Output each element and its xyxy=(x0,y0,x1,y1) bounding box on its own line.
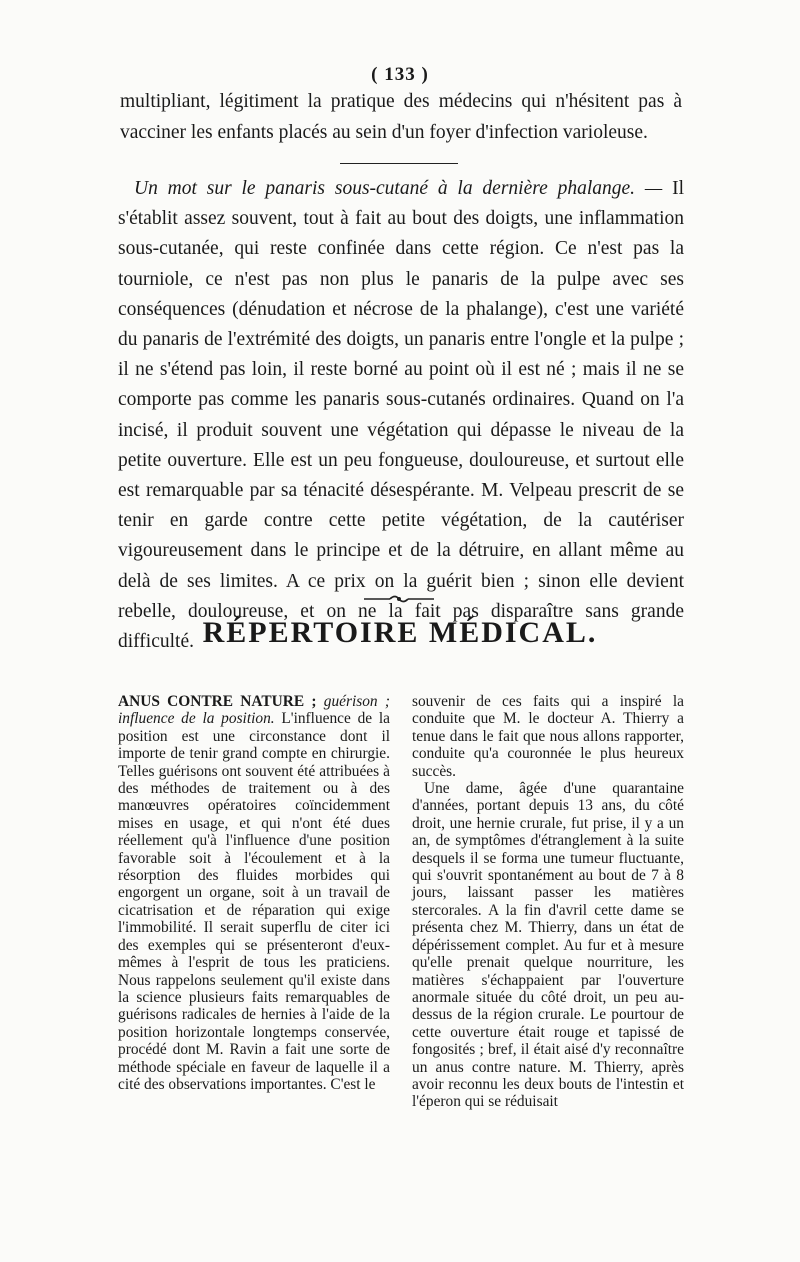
section-divider xyxy=(340,163,458,164)
panaris-title: Un mot sur le panaris sous-cutané à la dernière phalange. — xyxy=(134,178,663,199)
right-paragraph-2: Une dame, âgée d'une quarantaine d'années, portant depuis 13 ans, du côté droit, une hernie crurale, fut prise, il y a un an, de symptômes d'étranglement à la suite desquels il se forma une tumeur fluctuante, qui s'ouvrit spontanément au bout de 7 à 8 jours, laissant passer les matières stercorales. A la fin d'avril cette dame se présenta chez M. Thierry, dans un état de dépérissement complet. Au fur et à mesure qu'elle prenait quelque nourriture, les matières s'échappaient par l'ouverture anormale située du côté droit, un peu au-dessus de la région crurale. Le pourtour de cette ouverture était rouge et tapissé de fongosités ; bref, il était aisé d'y reconnaître un anus contre nature. M. Thierry, après avoir reconnu les deux bouts de l'intestin et l'éperon qui se réduisait xyxy=(412,780,684,1111)
continuation-paragraph: multipliant, légitiment la pratique des médecins qui n'hésitent pas à vacciner les enfants placés au sein d'un foyer d'infection varioleuse. xyxy=(120,91,682,143)
left-column xyxy=(118,693,390,1093)
panaris-body: Il s'établit assez souvent, tout à fait au bout des doigts, une inflammation sous-cutanée, qui reste confinée dans cette région. Ce n'est pas la tourniole, ce n'est pas non plus le panaris de la pulpe avec ses conséquences (dénudation et nécrose de la phalange), c'est une variété du panaris de l'extrémité des doigts, un panaris entre l'ongle et la pulpe ; il ne s'étend pas loin, il reste borné au point où il est né ; mais il ne se comporte pas comme les panaris sous-cutanés ordinaires. Quand on l'a incisé, il produit souvent une végétation qui dépasse le niveau de la petite ouverture. Elle est un peu fongueuse, douloureuse, et surtout elle est remarquable par sa ténacité désespérante. M. Velpeau prescrit de se tenir en garde contre cette petite végétation, de la cautériser vigoureusement dans le principe et de la détruire, en allant même au delà de ses limites. A ce prix on la guérit bien ; sinon elle devient rebelle, douloureuse, et on ne la fait pas disparaître sans grande difficulté. xyxy=(118,178,684,653)
page-number: ( 133 ) xyxy=(371,64,429,85)
entry-anus-contre-nature xyxy=(118,693,390,1093)
entry-text: L'influence de la position est une circonstance dont il importe de tenir grand compte en chirurgie. Telles guérisons ont souvent été attribuées à des méthodes de traitement ou à des manœuvres opératoires coïncidemment mises en usage, et qui n'ont été dues réellement qu'à l'influence d'une position favorable soit à l'écoulement et à la résorption des fluides morbides qui engorgent un organe, soit à un travail de cicatrisation et de réparation qui exige l'immobilité. Il serait superflu de citer ici des exemples qui se présenteront d'eux-mêmes à l'esprit de tous les praticiens. Nous rappelons seulement qu'il existe dans la science plusieurs faits remarquables de guérisons radicales de hernies à l'aide de la position horizontale longtemps conservée, procédé dont M. Ravin a fait une sorte de méthode spéciale en faveur de laquelle il a cité des observations importantes. C'est le xyxy=(118,710,390,1093)
right-column xyxy=(412,693,684,1111)
section-heading: RÉPERTOIRE MÉDICAL. xyxy=(202,616,598,649)
ornament-divider xyxy=(360,593,438,605)
right-paragraph-1: souvenir de ces faits qui a inspiré la conduite que M. le docteur A. Thierry a tenue dans le fait que nous allons rapporter, conduite qu'a couronnée le plus heureux succès. xyxy=(412,693,684,780)
entry-subheading: guérison ; influence de la position. xyxy=(118,693,390,728)
panaris-paragraph xyxy=(118,174,684,657)
entry-heading: ANUS CONTRE NATURE ; xyxy=(118,693,317,710)
